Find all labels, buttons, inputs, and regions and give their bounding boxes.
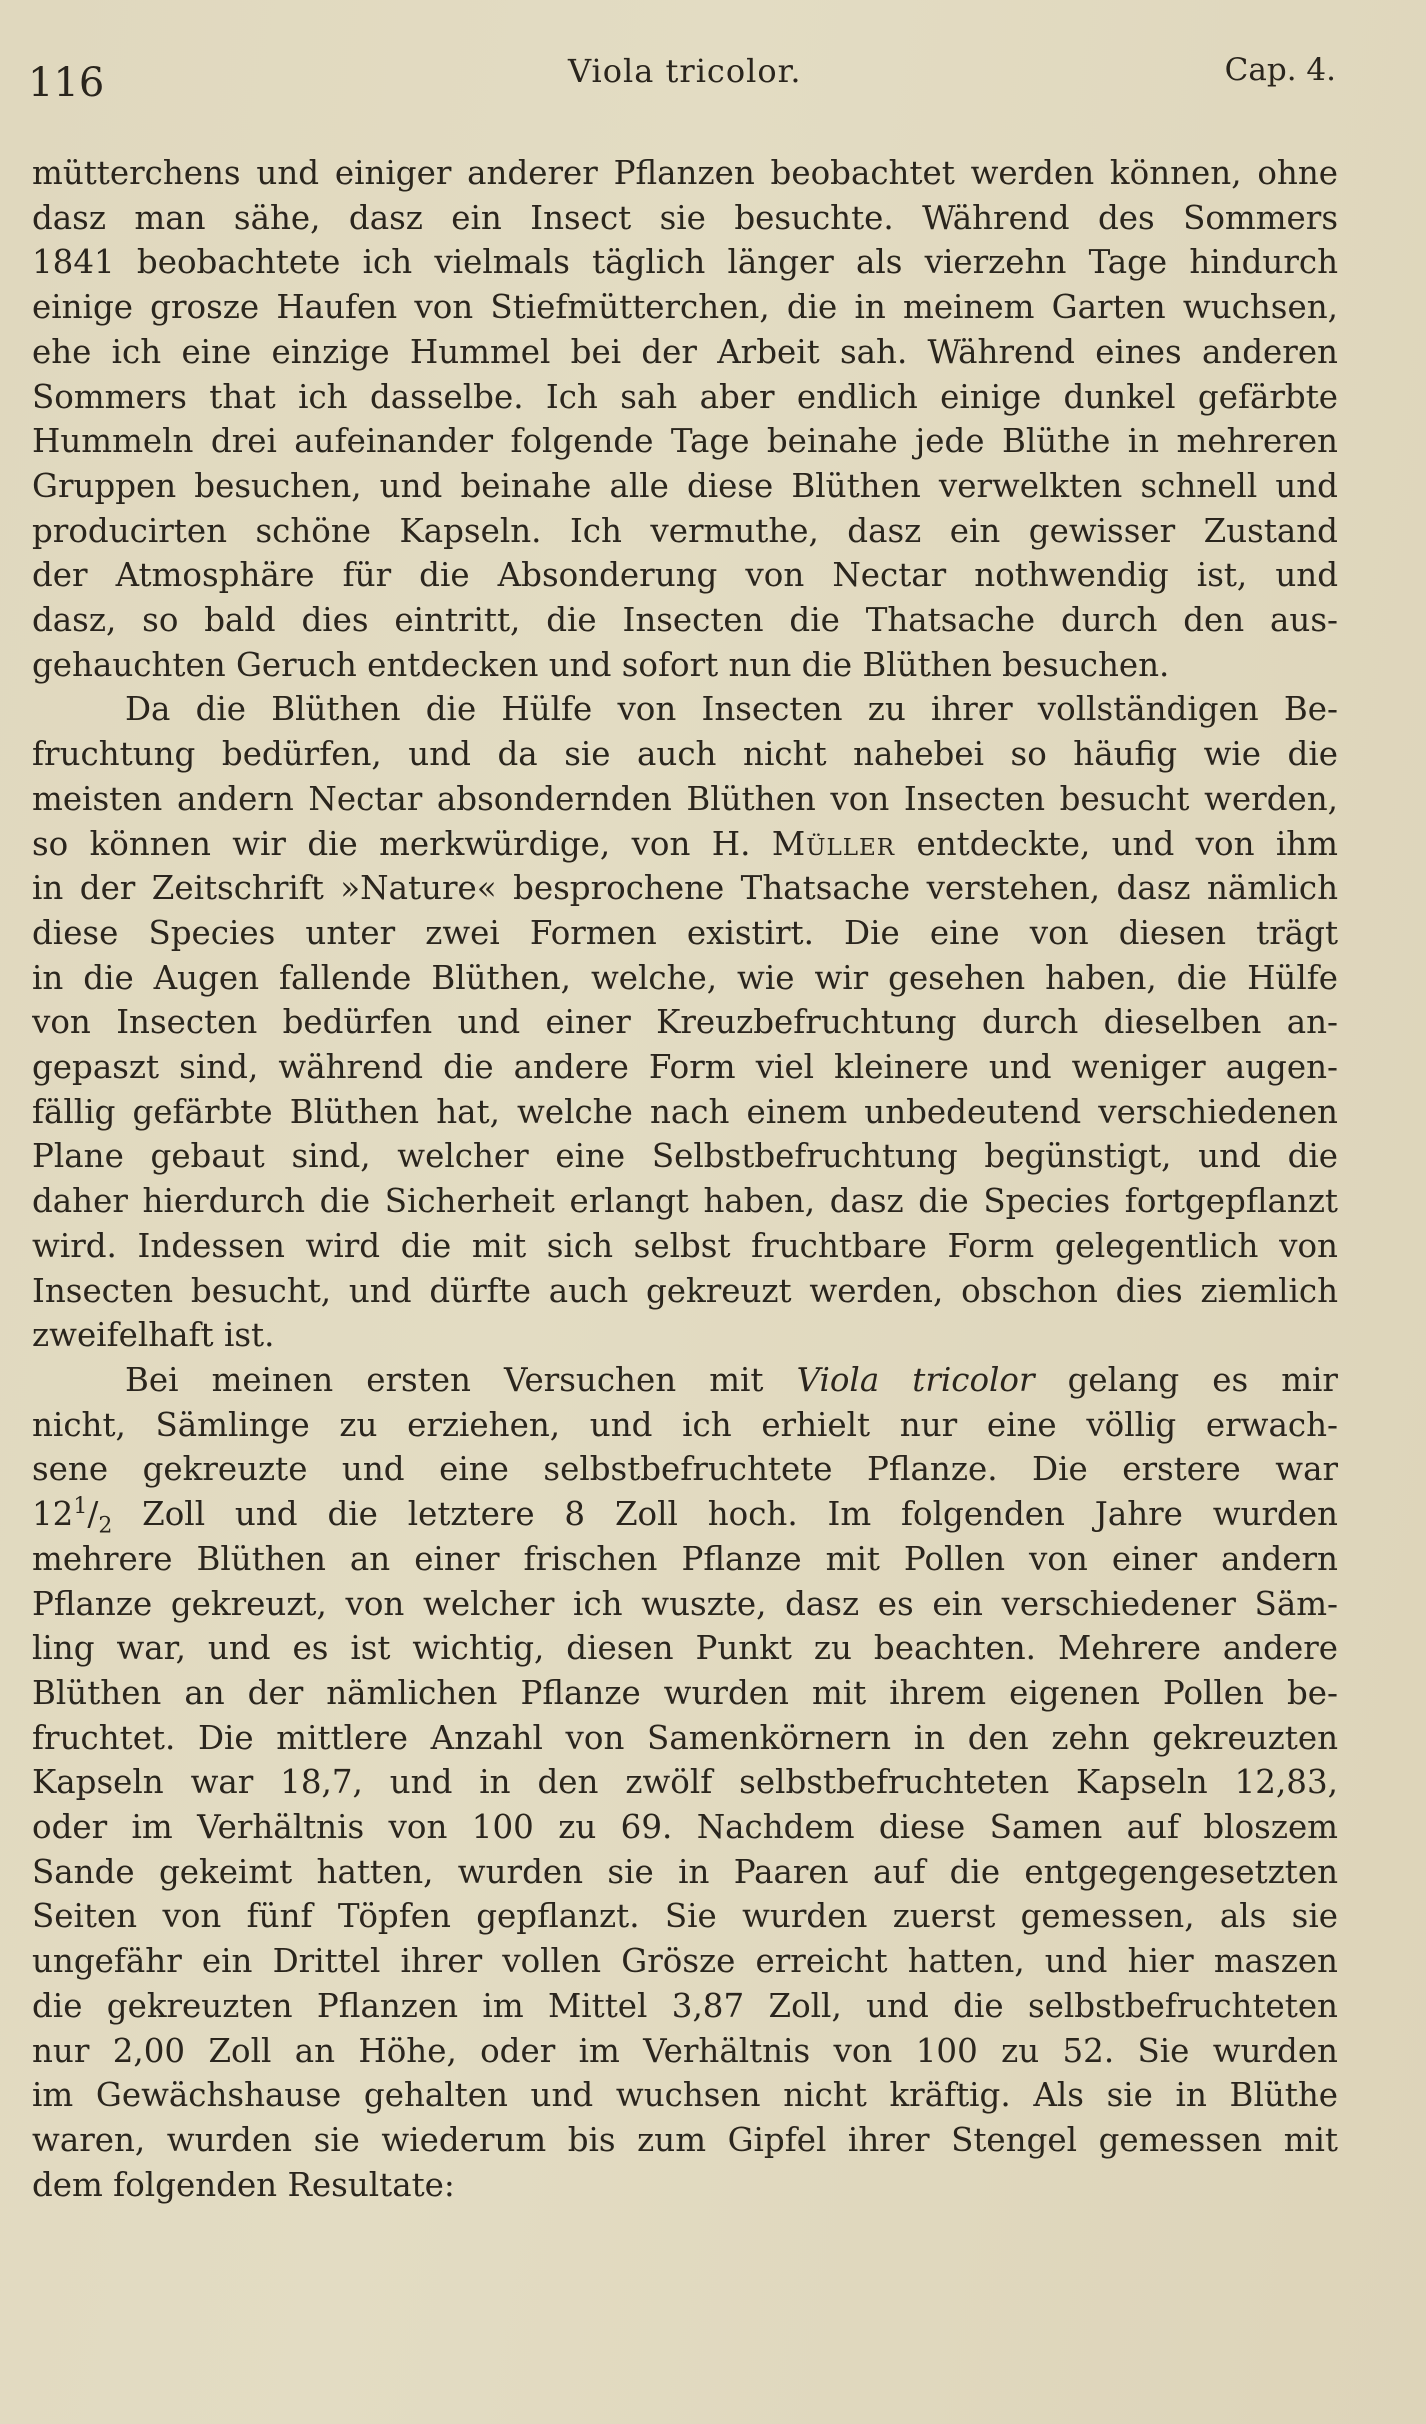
- text-line: im Gewächshause gehalten und wuchsen nicht kräftig. Als sie in Blüthe: [32, 2076, 1338, 2115]
- text-line: mütterchens und einiger anderer Pflanzen beobachtet werden können, ohne: [32, 154, 1338, 192]
- text-line: Da die Blüthen die Hülfe von Insecten zu ihrer vollständigen Be-: [125, 690, 1338, 729]
- text-line: dem folgenden Resultate:: [32, 2165, 455, 2204]
- text-line: Plane gebaut sind, welcher eine Selbstbefruchtung begünstigt, und die: [32, 1137, 1338, 1176]
- text-line: oder im Verhältnis von 100 zu 69. Nachdem diese Samen auf bloszem: [32, 1808, 1338, 1847]
- text-line: nicht, Sämlinge zu erziehen, und ich erhielt nur eine völlig erwach-: [32, 1405, 1338, 1444]
- page-number: 116: [28, 60, 105, 106]
- text-line: fruchtung bedürfen, und da sie auch nicht nahebei so häufig wie die: [32, 735, 1338, 774]
- text-line: Gruppen besuchen, und beinahe alle diese Blüthen verwelkten schnell und: [32, 466, 1338, 505]
- text-line: Sande gekeimt hatten, wurden sie in Paaren auf die entgegengesetzten: [32, 1852, 1338, 1891]
- text-line: [32, 1358, 1338, 1403]
- text-line: einige grosze Haufen von Stiefmütterchen, die in meinem Garten wuchsen,: [32, 288, 1338, 327]
- text-line: meisten andern Nectar absondernden Blüthen von Insecten besucht werden,: [32, 779, 1338, 818]
- text-line: der Atmosphäre für die Absonderung von Nectar nothwendig ist, und: [32, 556, 1338, 595]
- text-fragment: gelang es mir: [1067, 1360, 1338, 1399]
- text-line: ling war, und es ist wichtig, diesen Punkt zu beachten. Mehrere andere: [32, 1629, 1338, 1668]
- text-line: gehauchten Geruch entdecken und sofort nun die Blüthen besuchen.: [32, 645, 1170, 684]
- text-line: 1841 beobachtete ich vielmals täglich länger als vierzehn Tage hindurch: [32, 243, 1338, 282]
- text-line: Seiten von fünf Töpfen gepflanzt. Sie wurden zuerst gemessen, als sie: [32, 1897, 1338, 1936]
- text-line: Blüthen an der nämlichen Pflanze wurden mit ihrem eigenen Pollen be-: [32, 1673, 1338, 1712]
- text-fragment: so können wir die merkwürdige, von H.: [32, 824, 751, 863]
- text-line: nur 2,00 Zoll an Höhe, oder im Verhältnis von 100 zu 52. Sie wurden: [32, 2031, 1338, 2070]
- text-fragment: Bei meinen ersten Versuchen mit: [125, 1360, 764, 1399]
- species-name: Viola tricolor: [796, 1360, 1035, 1399]
- text-line: daher hierdurch die Sicherheit erlangt haben, dasz die Species fortgepflanzt: [32, 1182, 1338, 1221]
- text-line: fruchtet. Die mittlere Anzahl von Samenkörnern in den zehn gekreuzten: [32, 1718, 1338, 1757]
- page-header: [28, 52, 1336, 112]
- text-line: sene gekreuzte und eine selbstbefruchtete Pflanze. Die erstere war: [32, 1450, 1338, 1489]
- fraction-denominator: 2: [98, 1513, 113, 1537]
- text-line: fällig gefärbte Blüthen hat, welche nach einem unbedeutend verschiedenen: [32, 1092, 1338, 1131]
- chapter-label: Cap. 4.: [1224, 52, 1336, 88]
- fraction-slash: /: [87, 1495, 99, 1534]
- text-line: ehe ich eine einzige Hummel bei der Arbeit sah. Während eines anderen: [32, 332, 1338, 371]
- text-line: wird. Indessen wird die mit sich selbst fruchtbare Form gelegentlich von: [32, 1226, 1338, 1265]
- text-line: zweifelhaft ist.: [32, 1316, 275, 1355]
- text-line: [32, 1492, 1338, 1537]
- text-line: die gekreuzten Pflanzen im Mittel 3,87 Zoll, und die selbstbefruchteten: [32, 1986, 1338, 2025]
- text-line: von Insecten bedürfen und einer Kreuzbefruchtung durch dieselben an-: [32, 1003, 1338, 1042]
- text-line: Kapseln war 18,7, und in den zwölf selbstbefruchteten Kapseln 12,83,: [32, 1763, 1338, 1802]
- text-fragment: entdeckte, und von ihm: [916, 824, 1338, 863]
- text-line: Hummeln drei aufeinander folgende Tage beinahe jede Blüthe in mehreren: [32, 422, 1338, 461]
- author-name: Müller: [771, 824, 896, 863]
- text-line: in der Zeitschrift »Nature« besprochene Thatsache verstehen, dasz nämlich: [32, 869, 1338, 908]
- body-text: [32, 151, 1338, 2207]
- text-line: dasz, so bald dies eintritt, die Insecten die Thatsache durch den aus-: [32, 601, 1338, 640]
- text-line: dasz man sähe, dasz ein Insect sie besuchte. Während des Sommers: [32, 198, 1338, 237]
- text-line: waren, wurden sie wiederum bis zum Gipfel ihrer Stengel gemessen mit: [32, 2120, 1338, 2159]
- text-line: in die Augen fallende Blüthen, welche, wie wir gesehen haben, die Hülfe: [32, 958, 1338, 997]
- text-line: Pflanze gekreuzt, von welcher ich wuszte, dasz es ein verschiedener Säm-: [32, 1584, 1338, 1623]
- text-line: ungefähr ein Drittel ihrer vollen Grösze erreicht hatten, und hier maszen: [32, 1942, 1338, 1981]
- text-line: mehrere Blüthen an einer frischen Pflanze mit Pollen von einer andern: [32, 1539, 1338, 1578]
- text-fragment: Zoll und die letztere 8 Zoll hoch. Im folgenden Jahre wurden: [112, 1495, 1338, 1534]
- running-title: Viola tricolor.: [568, 52, 802, 90]
- fraction-numerator: 1: [73, 1494, 88, 1520]
- text-line: diese Species unter zwei Formen existirt. Die eine von diesen trägt: [32, 913, 1338, 952]
- text-line: Sommers that ich dasselbe. Ich sah aber endlich einige dunkel gefärbte: [32, 377, 1338, 416]
- text-line: producirten schöne Kapseln. Ich vermuthe, dasz ein gewisser Zustand: [32, 511, 1338, 550]
- text-line: [32, 822, 1338, 867]
- text-line: gepaszt sind, während die andere Form viel kleinere und weniger augen-: [32, 1048, 1338, 1087]
- text-line: Insecten besucht, und dürfte auch gekreuzt werden, obschon dies ziemlich: [32, 1271, 1338, 1310]
- fraction-whole: 12: [32, 1495, 74, 1534]
